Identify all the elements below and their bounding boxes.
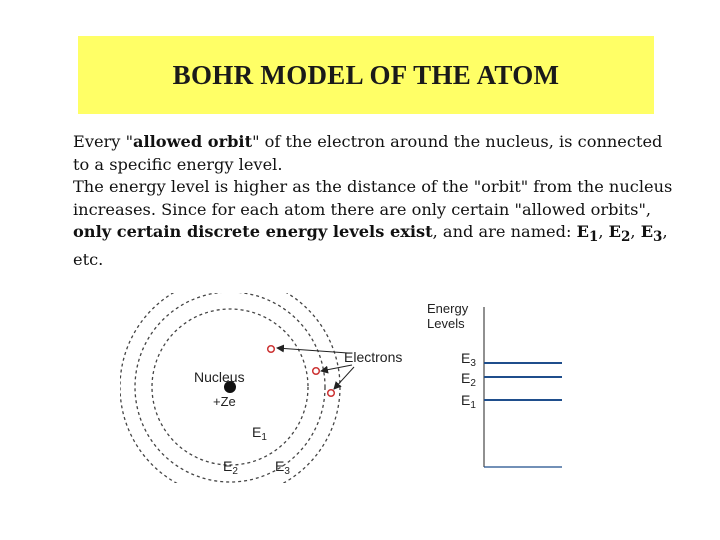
bold-discrete-levels: only certain discrete energy levels exist xyxy=(73,222,433,241)
orbit-label-e1: $E_1$ xyxy=(252,424,267,443)
energy-symbol-e2 xyxy=(608,222,631,246)
paragraph-energy-levels xyxy=(73,176,673,271)
nucleus-label: Nucleus xyxy=(194,369,245,385)
subscript: 2 xyxy=(621,229,631,246)
energy-symbol-e3 xyxy=(640,222,663,246)
charge-label: +Ze xyxy=(213,394,236,409)
orbit-label-e3: $E_3$ xyxy=(275,458,290,477)
level-label-e2: $E_2$ xyxy=(461,370,476,389)
orbit-label-e2: $E_2$ xyxy=(223,458,238,477)
text-segment: , etc. xyxy=(73,222,668,269)
paragraph-allowed-orbit xyxy=(73,131,673,176)
text-segment: Every " xyxy=(73,132,134,151)
e-letter: E xyxy=(640,222,654,241)
separator: , xyxy=(630,222,641,241)
subscript: 3 xyxy=(653,229,663,246)
body-text xyxy=(73,131,673,271)
text-segment: , and are named: xyxy=(432,222,577,241)
bohr-diagram xyxy=(120,285,600,490)
electron-1 xyxy=(268,346,275,353)
text-segment: " of the electron around the nucleus, is connected to a specific energy level. xyxy=(73,132,663,174)
separator: , xyxy=(598,222,609,241)
title-banner xyxy=(78,36,654,114)
electron-3 xyxy=(328,390,335,397)
arrow-electron-1 xyxy=(277,348,348,353)
e-letter: E xyxy=(576,222,589,241)
energy-levels-title-line2: Levels xyxy=(427,316,465,331)
level-label-e3: $E_3$ xyxy=(461,350,476,369)
arrow-electron-2 xyxy=(321,365,352,371)
electron-2 xyxy=(313,368,320,375)
energy-symbol-e1 xyxy=(576,222,599,246)
electrons-label: Electrons xyxy=(344,349,403,365)
bold-allowed-orbit: allowed orbit xyxy=(133,132,253,151)
slide-title: BOHR MODEL OF THE ATOM xyxy=(172,59,560,90)
arrow-electron-3 xyxy=(334,367,354,389)
level-label-e1: $E_1$ xyxy=(461,392,476,411)
text-segment: The energy level is higher as the distance of the "orbit" from the nucleus increases. Since for each atom there are only certain "allowed orbits", xyxy=(73,177,673,219)
e-letter: E xyxy=(608,222,621,241)
subscript: 1 xyxy=(588,229,599,246)
energy-levels-title-line1: Energy xyxy=(427,301,469,316)
